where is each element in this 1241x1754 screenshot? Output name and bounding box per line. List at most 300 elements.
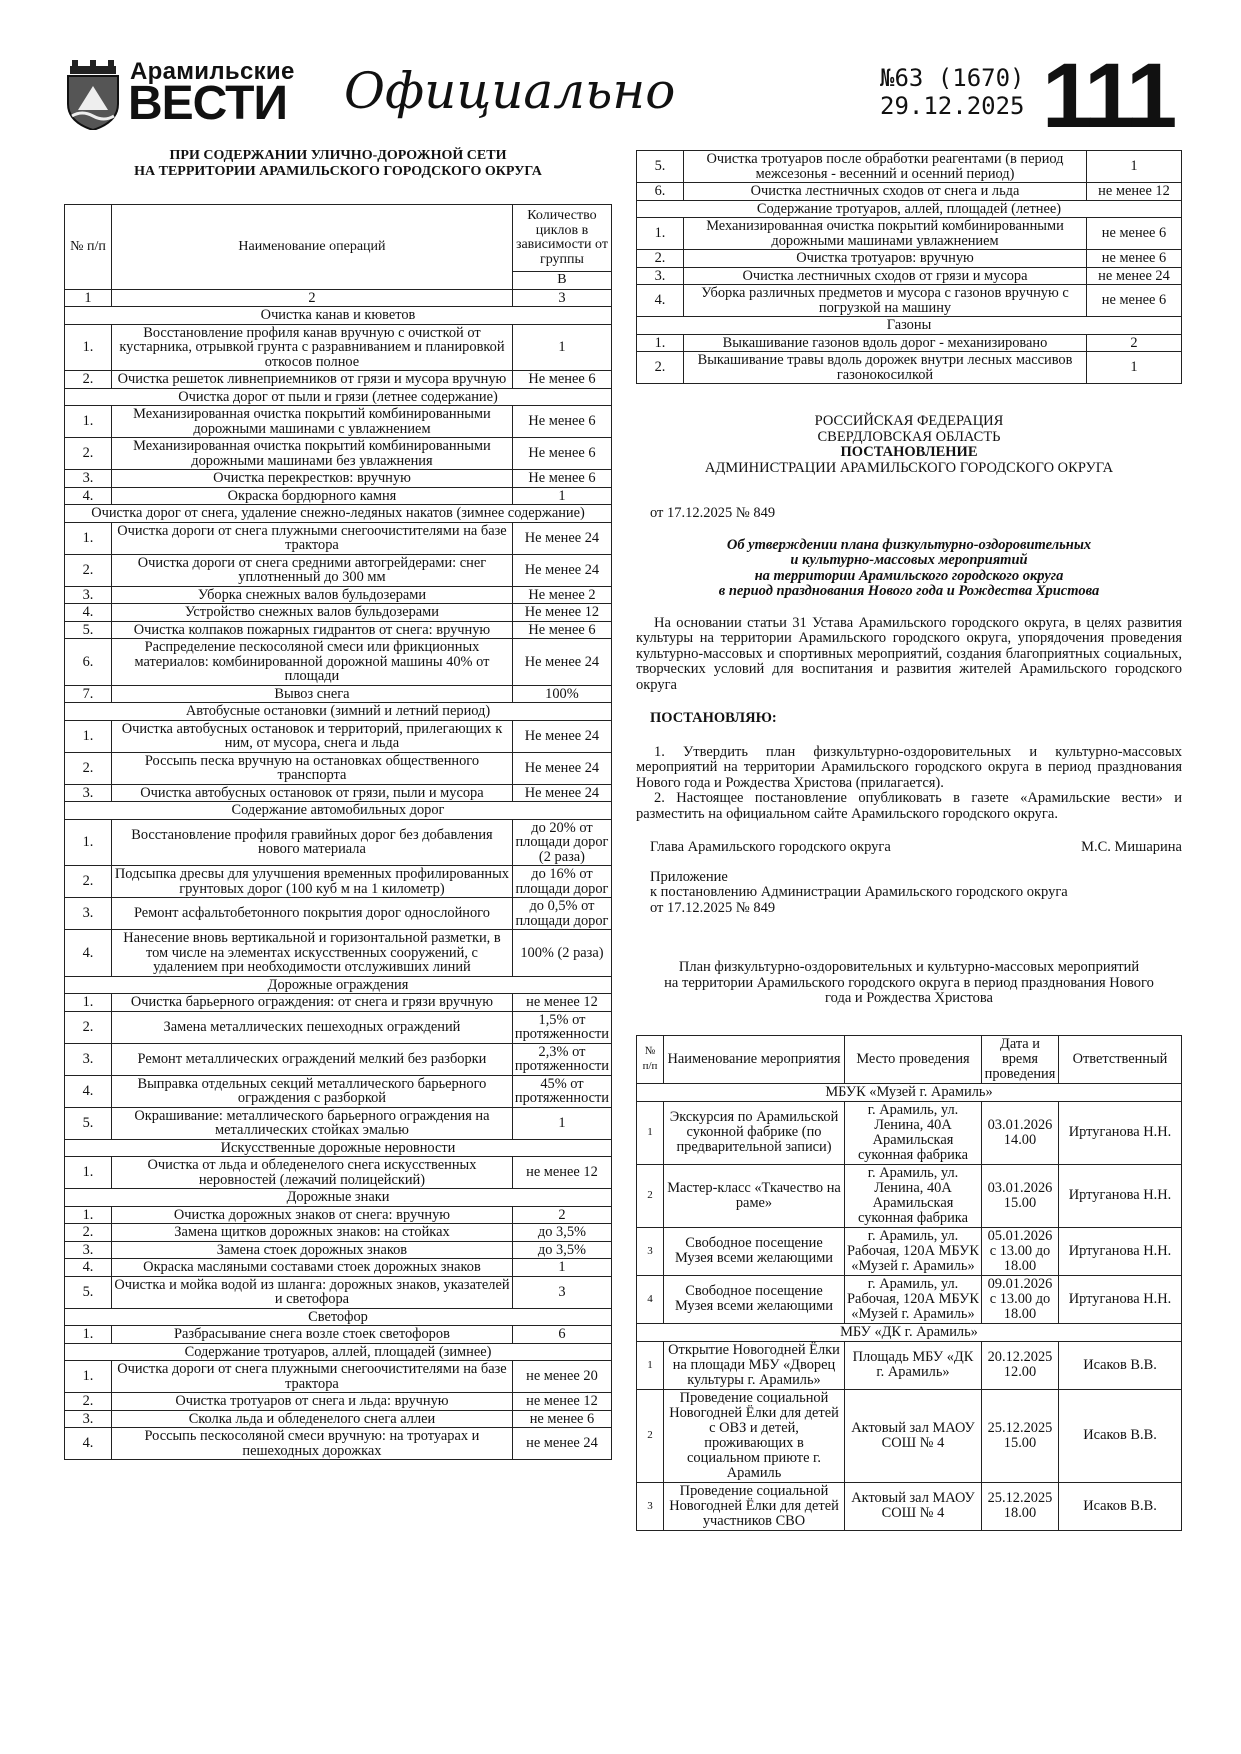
- operation-name: Выправка отдельных секций металлического барьерного ограждения с разборкой: [112, 1075, 513, 1107]
- operation-name: Очистка перекрестков: вручную: [112, 470, 513, 488]
- cycle-count: 2,3% от протяженности: [512, 1043, 611, 1075]
- event-place: Актовый зал МАОУ СОШ № 4: [845, 1389, 982, 1482]
- table-row: [65, 1075, 612, 1107]
- event-place: г. Арамиль, ул. Ленина, 40А Арамильская суконная фабрика: [845, 1101, 982, 1164]
- table-row: [65, 1011, 612, 1043]
- operation-name: Очистка лестничных сходов от грязи и мусора: [684, 267, 1087, 285]
- cycle-count: не менее 12: [512, 994, 611, 1012]
- cycle-count: не менее 24: [512, 1428, 611, 1460]
- operation-name: Окраска масляными составами стоек дорожных знаков: [112, 1259, 513, 1277]
- decree-preamble: На основании статьи 31 Устава Арамильского городского округа, в целях развития культуры на территории Арамильского городского округа, упорядочения проведения культурно-массовых и спортивных мероприятий, создания благоприятных социальных, творческих условий для воспитания и развития жителей Арамильского городского округа: [636, 614, 1182, 693]
- operation-name: Уборка снежных валов бульдозерами: [112, 586, 513, 604]
- plan-group-title: МБУ «ДК г. Арамиль»: [637, 1323, 1182, 1341]
- operation-name: Очистка барьерного ограждения: от снега и грязи вручную: [112, 994, 513, 1012]
- cycle-count: не менее 6: [1087, 285, 1182, 317]
- header-cell: Наименование мероприятия: [664, 1035, 845, 1083]
- row-number: 4.: [637, 285, 684, 317]
- table-row: [65, 1241, 612, 1259]
- cycle-count: Не менее 2: [512, 586, 611, 604]
- row-number: 3.: [65, 898, 112, 930]
- table-row: [65, 438, 612, 470]
- table-row: [65, 621, 612, 639]
- plan-row: [637, 1164, 1182, 1227]
- row-number: 3.: [65, 586, 112, 604]
- cycle-count: до 20% от площади дорог (2 раза): [512, 819, 611, 866]
- cycle-count: не менее 12: [512, 1393, 611, 1411]
- row-number: 1.: [65, 720, 112, 752]
- event-place: г. Арамиль, ул. Рабочая, 120А МБУК «Музей г. Арамиль»: [845, 1275, 982, 1323]
- section-heading: Искусственные дорожные неровности: [65, 1139, 612, 1157]
- table-row: [65, 994, 612, 1012]
- operation-name: Уборка различных предметов и мусора с газонов вручную с погрузкой на машину: [684, 285, 1087, 317]
- left-title-line: НА ТЕРРИТОРИИ АРАМИЛЬСКОГО ГОРОДСКОГО ОКРУГА: [134, 164, 542, 179]
- table-row: [65, 1043, 612, 1075]
- row-number: 4.: [65, 1259, 112, 1277]
- row-number: 1.: [637, 218, 684, 250]
- event-place: Актовый зал МАОУ СОШ № 4: [845, 1482, 982, 1530]
- plan-row: [637, 1275, 1182, 1323]
- cycle-count: Не менее 6: [512, 438, 611, 470]
- plan-title-line: на территории Арамильского городского округа в период празднования Нового года и Рождества Христова: [664, 974, 1154, 1006]
- table-row: [65, 1157, 612, 1189]
- section-row: [65, 307, 612, 325]
- cycle-count: 1: [512, 1107, 611, 1139]
- operation-name: Восстановление профиля канав вручную с очисткой от кустарника, отрывкой грунта с разравниванием и планировкой откосов полное: [112, 324, 513, 371]
- page-number: 111: [1042, 45, 1174, 147]
- index-cell: 1: [65, 289, 112, 307]
- cycle-count: Не менее 12: [512, 604, 611, 622]
- cycle-count: не менее 6: [1087, 218, 1182, 250]
- cycle-count: Не менее 24: [512, 522, 611, 554]
- plan-group-row: [637, 1323, 1182, 1341]
- section-heading: Газоны: [637, 317, 1182, 335]
- decree-subject: [636, 538, 1182, 600]
- row-number: 1.: [65, 1206, 112, 1224]
- event-number: 3: [637, 1482, 664, 1530]
- section-heading: Содержание автомобильных дорог: [65, 802, 612, 820]
- table-row: [65, 604, 612, 622]
- row-number: 1.: [65, 994, 112, 1012]
- operation-name: Очистка и мойка водой из шланга: дорожных знаков, указателей и светофора: [112, 1276, 513, 1308]
- event-place: г. Арамиль, ул. Ленина, 40А Арамильская суконная фабрика: [845, 1164, 982, 1227]
- table-row: [65, 898, 612, 930]
- row-number: 1.: [65, 324, 112, 371]
- event-date: 25.12.2025 15.00: [982, 1389, 1059, 1482]
- decree: [636, 414, 1182, 1007]
- decree-item-2: 2. Настоящее постановление опубликовать в газете «Арамильские вести» и разместить на официальном сайте Арамильского городского округа.: [636, 790, 1182, 822]
- operation-name: Очистка колпаков пожарных гидрантов от снега: вручную: [112, 621, 513, 639]
- plan-title-line: План физкультурно-оздоровительных и культурно-массовых мероприятий: [678, 959, 1140, 975]
- event-number: 2: [637, 1389, 664, 1482]
- plan-row: [637, 1101, 1182, 1164]
- cycle-count: до 3,5%: [512, 1224, 611, 1242]
- decree-date: от 17.12.2025 № 849: [650, 505, 776, 521]
- event-name: Экскурсия по Арамильской суконной фабрике (по предварительной записи): [664, 1101, 845, 1164]
- masthead: [62, 45, 1182, 147]
- decree-region: СВЕРДЛОВСКАЯ ОБЛАСТЬ: [817, 428, 1001, 445]
- row-number: 4.: [65, 1428, 112, 1460]
- plan-row: [637, 1482, 1182, 1530]
- row-number: 3.: [65, 784, 112, 802]
- table-row: [65, 752, 612, 784]
- section-title: Официально: [344, 62, 676, 120]
- table-row: [65, 1393, 612, 1411]
- row-number: 3.: [65, 470, 112, 488]
- cycle-count: не менее 20: [512, 1361, 611, 1393]
- operation-name: Замена щитков дорожных знаков: на стойках: [112, 1224, 513, 1242]
- index-cell: 3: [512, 289, 611, 307]
- operation-name: Очистка решеток ливнеприемников от грязи и мусора вручную: [112, 371, 513, 389]
- plan-row: [637, 1341, 1182, 1389]
- table-row: [65, 784, 612, 802]
- table-row: [637, 151, 1182, 183]
- plan-row: [637, 1389, 1182, 1482]
- row-number: 2.: [65, 371, 112, 389]
- cycle-count: 2: [512, 1206, 611, 1224]
- brand-name-main: ВЕСТИ: [128, 77, 287, 130]
- row-number: 2.: [65, 866, 112, 898]
- row-number: 6.: [65, 639, 112, 686]
- decree-resolve: ПОСТАНОВЛЯЮ:: [650, 710, 777, 726]
- table-row: [65, 866, 612, 898]
- left-column: [64, 148, 612, 1460]
- operation-name: Механизированная очистка покрытий комбинированными дорожными машинами без увлажнения: [112, 438, 513, 470]
- appendix-line: к постановлению Администрации Арамильского городского округа: [650, 884, 1068, 900]
- cycle-count: Не менее 6: [512, 621, 611, 639]
- decree-subject-line: в период празднования Нового года и Рождества Христова: [718, 583, 1100, 599]
- operation-name: Механизированная очистка покрытий комбинированными дорожными машинами с увлажнением: [112, 406, 513, 438]
- section-row: [637, 317, 1182, 335]
- row-number: 2.: [65, 1224, 112, 1242]
- operation-name: Очистка дороги от снега плужными снегоочистителями на базе трактора: [112, 522, 513, 554]
- header-cell: № п/п: [637, 1035, 664, 1083]
- event-date: 20.12.2025 12.00: [982, 1341, 1059, 1389]
- left-title-line: ПРИ СОДЕРЖАНИИ УЛИЧНО-ДОРОЖНОЙ СЕТИ: [169, 148, 507, 163]
- operation-name: Окраска бордюрного камня: [112, 487, 513, 505]
- cycle-count: Не менее 6: [512, 406, 611, 438]
- operation-name: Вывоз снега: [112, 685, 513, 703]
- table-row: [65, 487, 612, 505]
- operations-table-continued: [636, 150, 1182, 384]
- event-place: Площадь МБУ «ДК г. Арамиль»: [845, 1341, 982, 1389]
- decree-item-1: 1. Утвердить план физкультурно-оздоровительных и культурно-массовых мероприятий на территории Арамильского городского округа в период празднования Нового года и Рождества Христова (прилагается).: [636, 743, 1182, 791]
- cycle-count: 1,5% от протяженности: [512, 1011, 611, 1043]
- row-number: 2.: [65, 554, 112, 586]
- section-row: [65, 1343, 612, 1361]
- row-number: 2.: [637, 352, 684, 384]
- appendix-line: Приложение: [650, 868, 728, 885]
- row-number: 5.: [65, 621, 112, 639]
- operation-name: Очистка тротуаров: вручную: [684, 250, 1087, 268]
- decree-signature: [636, 840, 1182, 856]
- header-cell: Ответственный: [1059, 1035, 1182, 1083]
- table-row: [65, 470, 612, 488]
- row-number: 3.: [65, 1043, 112, 1075]
- cycle-count: Не менее 24: [512, 554, 611, 586]
- row-number: 4.: [65, 930, 112, 977]
- table-header-row: [65, 205, 612, 272]
- table-row: [637, 183, 1182, 201]
- row-number: 3.: [637, 267, 684, 285]
- row-number: 1.: [65, 819, 112, 866]
- section-heading: Очистка канав и кюветов: [65, 307, 612, 325]
- operation-name: Выкашивание газонов вдоль дорог - механизировано: [684, 334, 1087, 352]
- cycle-count: до 16% от площади дорог: [512, 866, 611, 898]
- cycle-count: 1: [512, 487, 611, 505]
- cycle-count: Не менее 24: [512, 752, 611, 784]
- event-name: Проведение социальной Новогодней Ёлки для детей участников СВО: [664, 1482, 845, 1530]
- table-row: [65, 930, 612, 977]
- event-number: 3: [637, 1227, 664, 1275]
- cycle-count: 45% от протяженности: [512, 1075, 611, 1107]
- row-number: 2.: [65, 1393, 112, 1411]
- table-row: [637, 250, 1182, 268]
- header-cell: № п/п: [65, 205, 112, 290]
- cycle-count: 1: [512, 324, 611, 371]
- table-row: [65, 554, 612, 586]
- issue-date: 29.12.2025: [880, 92, 1025, 120]
- table-row: [65, 1224, 612, 1242]
- issue-number: №63 (1670): [880, 64, 1025, 92]
- event-number: 1: [637, 1341, 664, 1389]
- cycle-count: 6: [512, 1326, 611, 1344]
- table-row: [637, 285, 1182, 317]
- section-heading: Дорожные ограждения: [65, 976, 612, 994]
- operation-name: Россыпь песка вручную на остановках общественного транспорта: [112, 752, 513, 784]
- header-cell: Место проведения: [845, 1035, 982, 1083]
- row-number: 7.: [65, 685, 112, 703]
- row-number: 1.: [65, 406, 112, 438]
- section-row: [65, 388, 612, 406]
- row-number: 3.: [65, 1241, 112, 1259]
- event-name: Свободное посещение Музея всеми желающими: [664, 1275, 845, 1323]
- operations-table: [64, 204, 612, 1460]
- header-cell: В: [512, 272, 611, 290]
- plan-group-row: [637, 1083, 1182, 1101]
- section-row: [65, 976, 612, 994]
- event-date: 03.01.2026 14.00: [982, 1101, 1059, 1164]
- operation-name: Замена металлических пешеходных ограждений: [112, 1011, 513, 1043]
- header-cell: Количество циклов в зависимости от группы: [512, 205, 611, 272]
- header-cell: Дата и время проведения: [982, 1035, 1059, 1083]
- operation-name: Распределение пескосоляной смеси или фрикционных материалов: комбинированной дорожной машины 40% от площади: [112, 639, 513, 686]
- table-row: [65, 639, 612, 686]
- brand-name-top: Арамильские: [130, 58, 295, 85]
- row-number: 5.: [637, 151, 684, 183]
- right-column: [636, 150, 1182, 1531]
- plan-header-row: [637, 1035, 1182, 1083]
- city-crest-icon: [62, 60, 124, 130]
- cycle-count: не менее 6: [512, 1410, 611, 1428]
- left-title: [64, 148, 612, 204]
- decree-issuer: АДМИНИСТРАЦИИ АРАМИЛЬСКОГО ГОРОДСКОГО ОКРУГА: [704, 459, 1114, 476]
- operation-name: Механизированная очистка покрытий комбинированными дорожными машинами увлажнением: [684, 218, 1087, 250]
- operation-name: Россыпь пескосоляной смеси вручную: на тротуарах и пешеходных дорожках: [112, 1428, 513, 1460]
- row-number: 5.: [65, 1107, 112, 1139]
- operation-name: Очистка дороги от снега плужными снегоочистителями на базе трактора: [112, 1361, 513, 1393]
- table-row: [65, 1107, 612, 1139]
- plan-row: [637, 1227, 1182, 1275]
- operation-name: Восстановление профиля гравийных дорог без добавления нового материала: [112, 819, 513, 866]
- section-heading: Содержание тротуаров, аллей, площадей (летнее): [637, 200, 1182, 218]
- cycle-count: 2: [1087, 334, 1182, 352]
- row-number: 2.: [65, 1011, 112, 1043]
- decree-subject-line: и культурно-массовых мероприятий: [790, 552, 1028, 568]
- cycle-count: до 0,5% от площади дорог: [512, 898, 611, 930]
- cycle-count: 1: [1087, 352, 1182, 384]
- table-row: [637, 352, 1182, 384]
- event-responsible: Иртуганова Н.Н.: [1059, 1227, 1182, 1275]
- table-row: [637, 267, 1182, 285]
- events-plan-table: [636, 1035, 1182, 1531]
- section-row: [65, 1139, 612, 1157]
- row-number: 1.: [65, 1157, 112, 1189]
- section-row: [65, 1189, 612, 1207]
- section-row: [65, 802, 612, 820]
- table-row: [65, 1276, 612, 1308]
- section-row: [637, 200, 1182, 218]
- section-heading: Дорожные знаки: [65, 1189, 612, 1207]
- event-date: 05.01.2026 с 13.00 до 18.00: [982, 1227, 1059, 1275]
- operation-name: Очистка дороги от снега средними автогрейдерами: снег уплотненный до 300 мм: [112, 554, 513, 586]
- operation-name: Разбрасывание снега возле стоек светофоров: [112, 1326, 513, 1344]
- operation-name: Окрашивание: металлического барьерного ограждения на металлических стойках эмалью: [112, 1107, 513, 1139]
- index-cell: 2: [112, 289, 513, 307]
- section-heading: Содержание тротуаров, аллей, площадей (зимнее): [65, 1343, 612, 1361]
- row-number: 1.: [65, 522, 112, 554]
- table-row: [637, 334, 1182, 352]
- cycle-count: Не менее 24: [512, 639, 611, 686]
- cycle-count: не менее 24: [1087, 267, 1182, 285]
- table-index-row: [65, 289, 612, 307]
- cycle-count: не менее 12: [512, 1157, 611, 1189]
- section-heading: Автобусные остановки (зимний и летний период): [65, 703, 612, 721]
- row-number: 1.: [65, 1326, 112, 1344]
- section-row: [65, 1308, 612, 1326]
- row-number: 5.: [65, 1276, 112, 1308]
- cycle-count: не менее 12: [1087, 183, 1182, 201]
- decree-country: РОССИЙСКАЯ ФЕДЕРАЦИЯ: [814, 413, 1004, 429]
- row-number: 1.: [637, 334, 684, 352]
- table-row: [65, 1361, 612, 1393]
- operation-name: Очистка тротуаров после обработки реагентами (в период межсезонья - весенний и осенний период): [684, 151, 1087, 183]
- table-row: [65, 522, 612, 554]
- plan-title: [636, 960, 1182, 1007]
- decree-type: ПОСТАНОВЛЕНИЕ: [840, 444, 978, 460]
- operation-name: Очистка дорожных знаков от снега: вручную: [112, 1206, 513, 1224]
- table-row: [65, 685, 612, 703]
- event-number: 2: [637, 1164, 664, 1227]
- cycle-count: 100% (2 раза): [512, 930, 611, 977]
- table-row: [65, 1428, 612, 1460]
- event-number: 4: [637, 1275, 664, 1323]
- appendix-line: от 17.12.2025 № 849: [650, 899, 776, 916]
- table-row: [65, 371, 612, 389]
- operation-name: Очистка от льда и обледенелого снега искусственных неровностей (лежачий полицейский): [112, 1157, 513, 1189]
- operation-name: Очистка автобусных остановок и территорий, прилегающих к ним, от мусора, снега и льда: [112, 720, 513, 752]
- table-row: [65, 406, 612, 438]
- operation-name: Очистка автобусных остановок от грязи, пыли и мусора: [112, 784, 513, 802]
- table-row: [65, 720, 612, 752]
- event-responsible: Исаков В.В.: [1059, 1341, 1182, 1389]
- section-heading: Очистка дорог от пыли и грязи (летнее содержание): [65, 388, 612, 406]
- event-responsible: Исаков В.В.: [1059, 1482, 1182, 1530]
- event-responsible: Иртуганова Н.Н.: [1059, 1164, 1182, 1227]
- signature-name: М.С. Мишарина: [1081, 839, 1182, 855]
- section-heading: Очистка дорог от снега, удаление снежно-ледяных накатов (зимнее содержание): [65, 505, 612, 523]
- table-row: [65, 586, 612, 604]
- row-number: 2.: [65, 438, 112, 470]
- operation-name: Подсыпка дресвы для улучшения временных профилированных грунтовых дорог (100 куб м на 1 километр): [112, 866, 513, 898]
- cycle-count: Не менее 24: [512, 784, 611, 802]
- cycle-count: Не менее 6: [512, 371, 611, 389]
- signature-title: Глава Арамильского городского округа: [650, 839, 891, 855]
- table-row: [65, 1259, 612, 1277]
- operation-name: Выкашивание травы вдоль дорожек внутри лесных массивов газонокосилкой: [684, 352, 1087, 384]
- operation-name: Нанесение вновь вертикальной и горизонтальной разметки, в том числе на элементах искусственных сооружений, с удалением при необходимости отслуживших линий: [112, 930, 513, 977]
- row-number: 3.: [65, 1410, 112, 1428]
- event-name: Проведение социальной Новогодней Ёлки для детей с ОВЗ и детей, проживающих в социальном приюте г. Арамиль: [664, 1389, 845, 1482]
- header-cell: Наименование операций: [112, 205, 513, 290]
- row-number: 2.: [637, 250, 684, 268]
- cycle-count: до 3,5%: [512, 1241, 611, 1259]
- section-row: [65, 505, 612, 523]
- row-number: 4.: [65, 604, 112, 622]
- event-responsible: Исаков В.В.: [1059, 1389, 1182, 1482]
- table-row: [65, 324, 612, 371]
- cycle-count: 3: [512, 1276, 611, 1308]
- event-name: Открытие Новогодней Ёлки на площади МБУ «Дворец культуры г. Арамиль»: [664, 1341, 845, 1389]
- operation-name: Замена стоек дорожных знаков: [112, 1241, 513, 1259]
- row-number: 2.: [65, 752, 112, 784]
- decree-subject-line: Об утверждении плана физкультурно-оздоровительных: [726, 536, 1092, 553]
- cycle-count: Не менее 6: [512, 470, 611, 488]
- operation-name: Очистка лестничных сходов от снега и льда: [684, 183, 1087, 201]
- row-number: 6.: [637, 183, 684, 201]
- cycle-count: Не менее 24: [512, 720, 611, 752]
- table-row: [637, 218, 1182, 250]
- cycle-count: 1: [1087, 151, 1182, 183]
- event-responsible: Иртуганова Н.Н.: [1059, 1275, 1182, 1323]
- section-row: [65, 703, 612, 721]
- event-name: Мастер-класс «Ткачество на раме»: [664, 1164, 845, 1227]
- event-number: 1: [637, 1101, 664, 1164]
- table-row: [65, 1206, 612, 1224]
- cycle-count: 100%: [512, 685, 611, 703]
- section-heading: Светофор: [65, 1308, 612, 1326]
- operation-name: Ремонт металлических ограждений мелкий без разборки: [112, 1043, 513, 1075]
- row-number: 4.: [65, 487, 112, 505]
- table-row: [65, 1410, 612, 1428]
- operation-name: Устройство снежных валов бульдозерами: [112, 604, 513, 622]
- appendix-note: [636, 870, 1182, 917]
- event-date: 03.01.2026 15.00: [982, 1164, 1059, 1227]
- cycle-count: не менее 6: [1087, 250, 1182, 268]
- decree-subject-line: на территории Арамильского городского округа: [754, 567, 1064, 584]
- event-date: 25.12.2025 18.00: [982, 1482, 1059, 1530]
- event-place: г. Арамиль, ул. Рабочая, 120А МБУК «Музей г. Арамиль»: [845, 1227, 982, 1275]
- table-row: [65, 819, 612, 866]
- row-number: 1.: [65, 1361, 112, 1393]
- event-name: Свободное посещение Музея всеми желающими: [664, 1227, 845, 1275]
- operation-name: Ремонт асфальтобетонного покрытия дорог однослойного: [112, 898, 513, 930]
- table-row: [65, 1326, 612, 1344]
- plan-group-title: МБУК «Музей г. Арамиль»: [637, 1083, 1182, 1101]
- row-number: 4.: [65, 1075, 112, 1107]
- operation-name: Сколка льда и обледенелого снега аллеи: [112, 1410, 513, 1428]
- event-responsible: Иртуганова Н.Н.: [1059, 1101, 1182, 1164]
- event-date: 09.01.2026 с 13.00 до 18.00: [982, 1275, 1059, 1323]
